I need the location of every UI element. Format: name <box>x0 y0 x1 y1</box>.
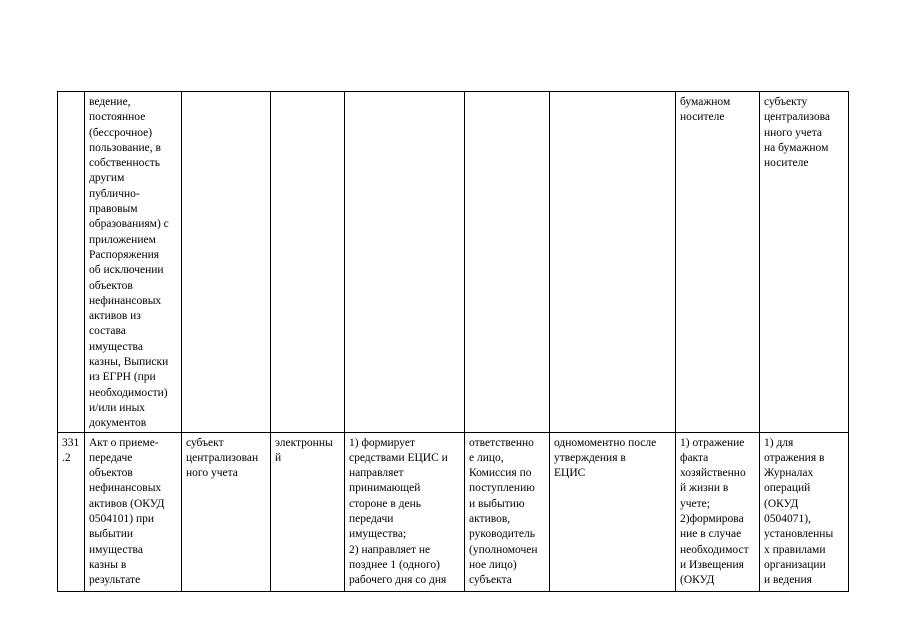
cell-responsible <box>465 92 550 433</box>
cell-responsible: ответственно е лицо, Комиссия по поступлению и выбытию активов, руководитель (уполномочен ное лицо) субъекта <box>465 432 550 591</box>
table-row <box>58 432 849 591</box>
document-table <box>57 91 849 592</box>
cell-deadline <box>550 92 676 433</box>
cell-document: Акт о приеме- передаче объектов нефинансовых активов (ОКУД 0504101) при выбытии имущества казны в результате <box>85 432 182 591</box>
cell-deadline: одномоментно после утверждения в ЕЦИС <box>550 432 676 591</box>
cell-creator: субъект централизован ного учета <box>182 432 271 591</box>
table-row <box>58 92 849 433</box>
cell-purpose: субъекту централизова нного учета на бумажном носителе <box>760 92 849 433</box>
cell-purpose: 1) для отражения в Журналах операций (ОКУД 0504071), установленны х правилами организации и ведения <box>760 432 849 591</box>
cell-format <box>271 92 345 433</box>
cell-format: электронны й <box>271 432 345 591</box>
cell-procedure <box>345 92 465 433</box>
cell-procedure: 1) формирует средствами ЕЦИС и направляет принимающей стороне в день передачи имущества; 2) направляет не позднее 1 (одного) рабочего дня со дня <box>345 432 465 591</box>
cell-number: 331 .2 <box>58 432 85 591</box>
cell-number <box>58 92 85 433</box>
cell-action: 1) отражение факта хозяйственно й жизни в учете; 2)формирова ние в случае необходимост и Извещения (ОКУД <box>676 432 760 591</box>
cell-action: бумажном носителе <box>676 92 760 433</box>
cell-document: ведение, постоянное (бессрочное) пользование, в собственность другим публично- правовым образованиям) с приложением Распоряжения об исключении объектов нефинансовых активов из состава имущества казны, Выписки из ЕГРН (при необходимости) и/или иных документов <box>85 92 182 433</box>
cell-creator <box>182 92 271 433</box>
